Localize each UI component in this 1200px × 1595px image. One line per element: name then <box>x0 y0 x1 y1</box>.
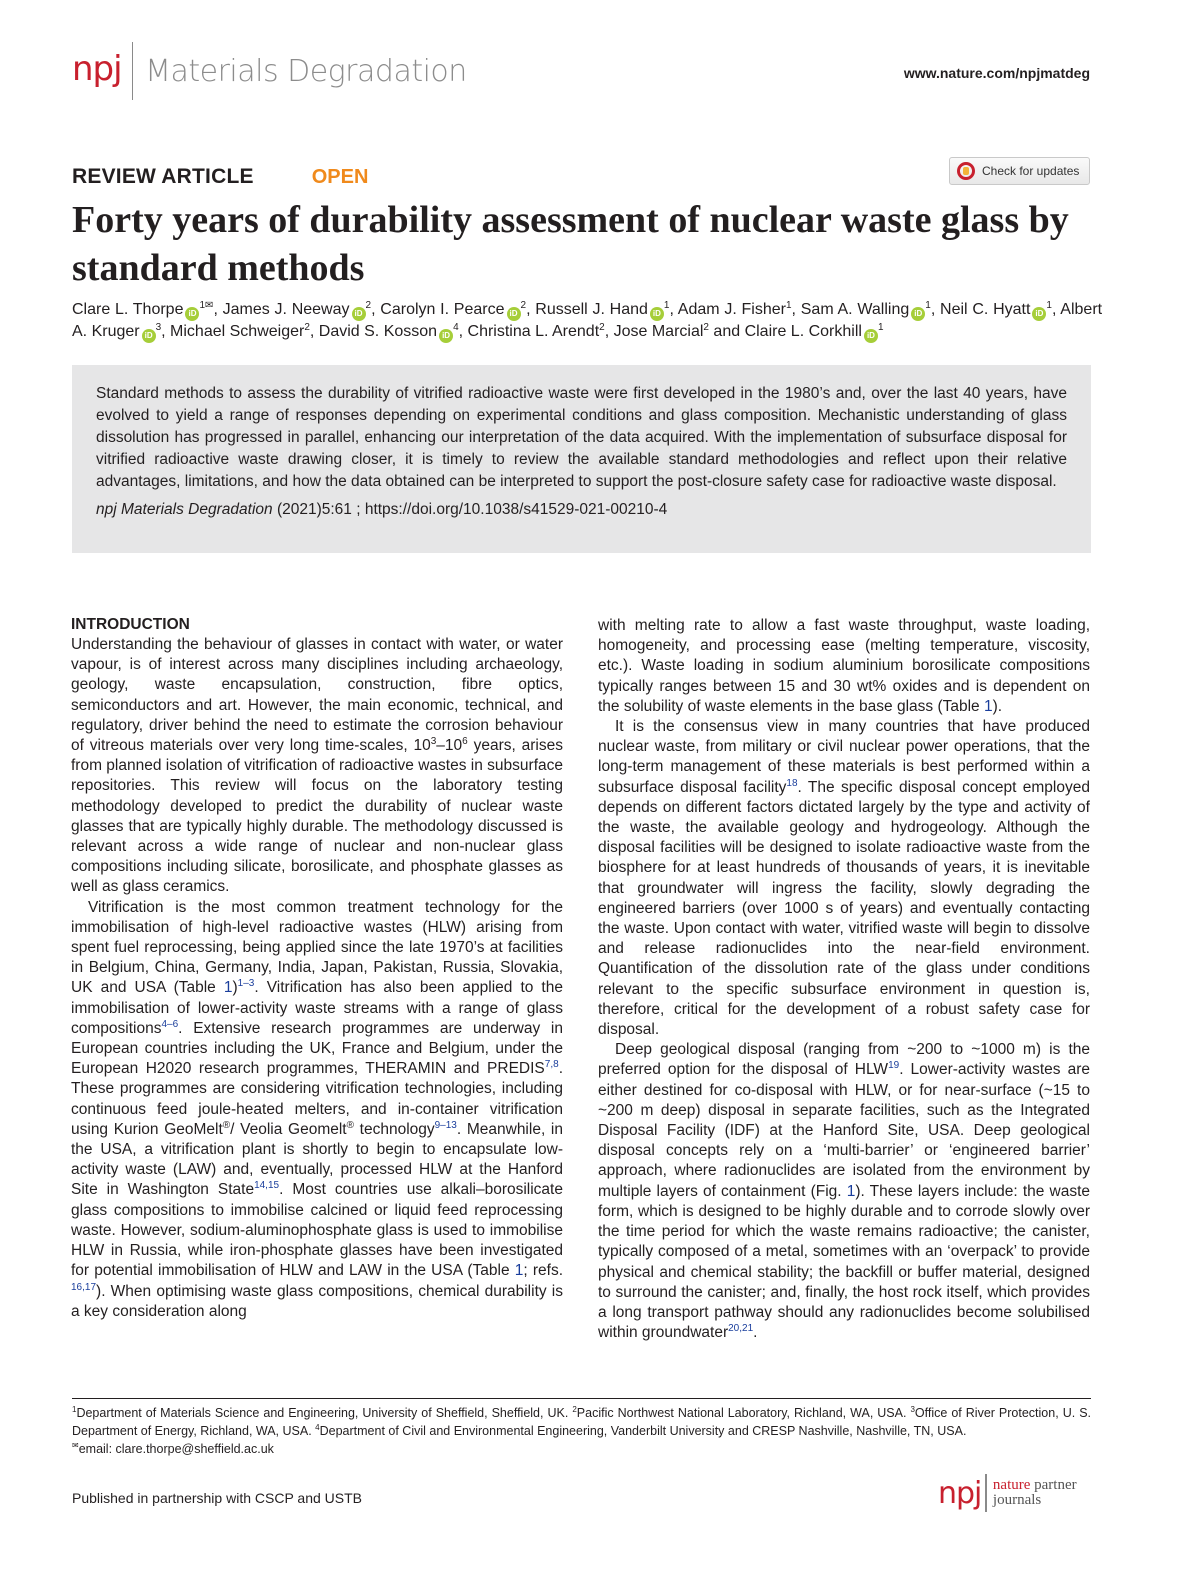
reference-link[interactable]: 9–13 <box>434 1119 457 1131</box>
affiliation-ref: 2 <box>599 322 605 333</box>
author-list: Clare L. Thorpe $iD^{1✉}$, James J. Neeway $iD^2$, Carolyn I. Pearce $iD^2$, Russell J. Hand $iD^1$, Adam J. Fisher$^1$, Sam A. Walling $iD^1$, Neil C. Hyatt $iD^1$, Albert A. Kruger $iD^3$, Michael Schweiger$^2$, David S. Kosson $iD^4$, Christina L. Arendt$^2$, Jose Marcial$^2$ and Claire L. Corkhill $iD^1$ <box>72 299 1102 343</box>
envelope-icon[interactable]: ✉ <box>205 300 214 311</box>
reference-link[interactable]: 16,17 <box>71 1281 97 1293</box>
citation-journal: npj Materials Degradation <box>96 501 273 518</box>
author-name[interactable]: Christina L. Arendt <box>467 323 600 340</box>
reference-link[interactable]: 19 <box>888 1060 900 1072</box>
publisher-note: Published in partnership with CSCP and USTB <box>72 1490 363 1506</box>
check-for-updates-label: Check for updates <box>982 164 1080 178</box>
npj-footer-mark: npj <box>938 1475 982 1511</box>
article-title: Forty years of durability assessment of nuclear waste glass by standard methods <box>72 199 1069 289</box>
orcid-icon[interactable]: iD <box>650 307 664 321</box>
figure-link[interactable]: 1 <box>846 1182 856 1200</box>
author-name[interactable]: Adam J. Fisher <box>677 301 786 318</box>
article-type: REVIEW ARTICLE <box>72 165 254 188</box>
affiliation-ref: 1 <box>925 300 931 311</box>
reference-link[interactable]: 4–6 <box>161 1018 179 1030</box>
author-name[interactable]: James J. Neeway <box>222 301 350 318</box>
reference-link[interactable]: 18 <box>786 777 798 789</box>
orcid-icon[interactable]: iD <box>507 307 521 321</box>
author-name[interactable]: Michael Schweiger <box>170 323 305 340</box>
affiliation-ref: 2 <box>365 300 372 311</box>
open-access-badge: OPEN <box>311 166 369 188</box>
affiliation-ref: 2 <box>520 300 527 311</box>
affiliation-ref: 1 <box>785 300 792 311</box>
journal-name: Materials Degradation <box>145 53 467 89</box>
author-name[interactable]: Claire L. Corkhill <box>744 323 862 340</box>
table-link[interactable]: 1 <box>514 1262 524 1280</box>
affiliation-ref: 2 <box>304 322 310 333</box>
orcid-icon[interactable]: iD <box>1032 307 1046 321</box>
paragraph: with melting rate to allow a fast waste throughput, waste loading, homogeneity, and processing ease (melting temperature, viscosity, etc.). Waste loading in sodium aluminium borosilicate compositions typically ranges between 15 and 30 wt% oxides and is dependent on the solubility of waste elements in the base glass (Table 1). <box>598 617 1090 715</box>
author-name[interactable]: Sam A. Walling <box>800 301 910 318</box>
author-name[interactable]: Albert A. Kruger <box>72 301 1103 340</box>
journal-url-link[interactable]: www.nature.com/npjmatdeg <box>903 65 1090 81</box>
orcid-icon[interactable]: iD <box>864 329 878 343</box>
citation-doi[interactable]: (2021)5:61 ; https://doi.org/10.1038/s41529-021-00210-4 <box>276 501 668 518</box>
affiliation-ref: 2 <box>703 322 709 333</box>
affiliation-ref: 1 <box>877 322 884 333</box>
crossmark-icon <box>957 162 975 180</box>
abstract-text: Standard methods to assess the durability of vitrified radioactive waste were first developed in the 1980’s and, over the last 40 years, have evolved to yield a range of responses depending on experimental conditions and glass composition. Mechanistic understanding of glass dissolution has progressed in parallel, enhancing our interpretation of the data acquired. With the implementation of subsurface disposal for vitrified radioactive waste drawing closer, it is timely to review the available standard methodologies and reflect upon their relative advantages, limitations, and how the data obtained can be interpreted to support the post-closure safety case for radioactive waste disposal. <box>96 385 1067 490</box>
abstract-box <box>72 365 1091 553</box>
footnote-divider <box>72 1398 1091 1399</box>
affiliation-ref: 4 <box>453 322 459 333</box>
affiliation-ref: 1 <box>199 300 206 311</box>
corresponding-email[interactable]: email: clare.thorpe@sheffield.ac.uk <box>78 1442 274 1456</box>
author-name[interactable]: Russell J. Hand <box>535 301 648 318</box>
author-name[interactable]: Jose Marcial <box>613 323 704 340</box>
reference-link[interactable]: 14,15 <box>254 1180 280 1192</box>
orcid-icon[interactable]: iD <box>352 307 366 321</box>
affiliation-ref: 1 <box>1046 300 1052 311</box>
check-for-updates-button[interactable] <box>949 157 1090 185</box>
affiliation-ref: 1 <box>663 300 670 311</box>
journal-logo[interactable] <box>72 40 467 102</box>
section-heading: INTRODUCTION <box>71 616 190 633</box>
affiliation-ref: 3 <box>155 322 162 333</box>
logo-divider <box>132 42 134 100</box>
table-link[interactable]: 1 <box>223 979 233 997</box>
orcid-icon[interactable]: iD <box>185 307 199 321</box>
author-name[interactable]: David S. Kosson <box>318 323 438 340</box>
body-column-right <box>598 616 1090 1343</box>
npj-partner-journals-logo[interactable] <box>938 1474 1077 1512</box>
partner-journals-text: nature partner journals <box>992 1477 1077 1508</box>
paragraph: Deep geological disposal (ranging from ~200 to ~1000 m) is the preferred option for the disposal of HLW$^{19}$. Lower-activity wastes are either destined for co-disposal with HLW, or for near-surface (~15 to ~200 m deep) disposal in separate facilities, such as the Integrated Disposal Facility (IDF) at the Hanford Site, USA. Deep geological disposal concepts rely on a ‘multi-barrier’ or ‘engineered barrier’ approach, where radionuclides are isolated from the environment by multiple layers of containment (Fig. 1). These layers include: the waste form, which is designed to be highly durable and to corrode slowly over the time period for which the waste remains radioactive; the canister, typically composed of a metal, sometimes with an ‘overpack’ to provide physical and chemical stability; the backfill or buffer material, designed to surround the canister; and, finally, the host rock itself, which provides a long transport pathway should any radionuclides become solubilised within groundwater$^{20,21}$. <box>598 1041 1091 1342</box>
orcid-icon[interactable]: iD <box>439 329 453 343</box>
reference-link[interactable]: 1–3 <box>237 978 255 990</box>
author-name[interactable]: Neil C. Hyatt <box>940 301 1031 318</box>
orcid-icon[interactable]: iD <box>911 307 925 321</box>
table-link[interactable]: 1 <box>984 697 993 715</box>
orcid-icon[interactable]: iD <box>142 329 156 343</box>
npj-logo-mark: npj <box>72 49 122 89</box>
reference-link[interactable]: 7,8 <box>544 1059 559 1071</box>
author-name[interactable]: Clare L. Thorpe <box>72 301 184 318</box>
paragraph: Vitrification is the most common treatment technology for the immobilisation of high-level radioactive wastes (HLW) arising from spent fuel reprocessing, being applied since the late 1970’s at facilities in Belgium, China, Germany, India, Japan, Pakistan, Russia, Slovakia, UK and USA (Table 1)$^{1-3}$. Vitrification has also been applied to the immobilisation of lower-activity waste streams with a range of glass compositions$^{4-6}$. Extensive research programmes are underway in European countries including the UK, France and Belgium, under the European H2020 research programmes, THERAMIN and PREDIS$^{7,8}$. These programmes are considering vitrification technologies, including continuous feed joule-heated melters, and in-container vitrification using Kurion GeoMelt®/ Veolia Geomelt® technology$^{9-13}$. Meanwhile, in the USA, a vitrification plant is shortly to begin to encapsulate low-activity waste (LAW) and, eventually, processed HLW at the Hanford Site in Washington State$^{14,15}$. Most countries use alkali–borosilicate glass compositions to immobilise calcined or liquid feed reprocessing waste. However, sodium-aluminophosphate glass is used to immobilise HLW in Russia, while iron-phosphate glasses have been investigated for potential immobilisation of HLW and LAW in the USA (Table 1; refs. $^{16,17}$). When optimising waste glass compositions, chemical durability is a key consideration along <box>71 898 563 1320</box>
paragraph: Understanding the behaviour of glasses in contact with water, or water vapour, is of interest across many disciplines including archaeology, geology, waste encapsulation, construction, fibre optics, semiconductors and art. However, the main economic, technical, and regulatory, driver behind the need to estimate the corrosion behaviour of vitreous materials over very long time-scales, $10^3-10^6$ years, arises from planned isolation of vitrification of radioactive wastes in subsurface repositories. This review will focus on the laboratory testing methodology developed to predict the durability of nuclear waste glasses that are typically highly durable. The methodology discussed is relevant across a wide range of nuclear and non-nuclear glass compositions including silicate, borosilicate, and phosphate glasses as well as glass ceramics. <box>71 636 563 896</box>
footer-logo-divider <box>985 1474 987 1512</box>
citation-line <box>96 499 1067 521</box>
envelope-icon: ✉ <box>72 1441 79 1450</box>
article-type-row <box>72 165 368 189</box>
affiliations-footnote: $^1$Department of Materials Science and Engineering, University of Sheffield, Sheffield, UK. $^2$Pacific Northwest National Laboratory, Richland, WA, USA. $^3$Office of River Protection, U. S. Department of Energy, Richland, WA, USA. $^4$Department of Civil and Environmental Engineering, Vanderbilt University and CRESP Nashville, Nashville, TN, USA. ✉email: clare.thorpe@sheffield.ac.uk <box>72 1405 1091 1456</box>
paragraph: It is the consensus view in many countries that have produced nuclear waste, from military or civil nuclear power operations, that the long-term management of these materials is best performed within a subsurface disposal facility$^{18}$. The specific disposal concept employed depends on different factors dictated largely by the type and activity of the waste, the available geology and hydrogeology. Although the disposal facilities will be designed to isolate radioactive waste from the biosphere for at least hundreds of thousands of years, it is inevitable that groundwater will ingress the facility, slowly degrading the engineered barriers (over 1000 s of years) and eventually contacting the waste. Upon contact with water, vitrified waste will begin to dissolve and release radionuclides into the near-field environment. Quantification of the dissolution rate of the glass under conditions relevant to the specific subsurface environment in question is, therefore, critical for the development of a robust safety case for disposal. <box>598 718 1090 1039</box>
author-name[interactable]: Carolyn I. Pearce <box>380 301 505 318</box>
reference-link[interactable]: 20,21 <box>728 1323 754 1335</box>
body-column-left <box>71 615 563 1322</box>
